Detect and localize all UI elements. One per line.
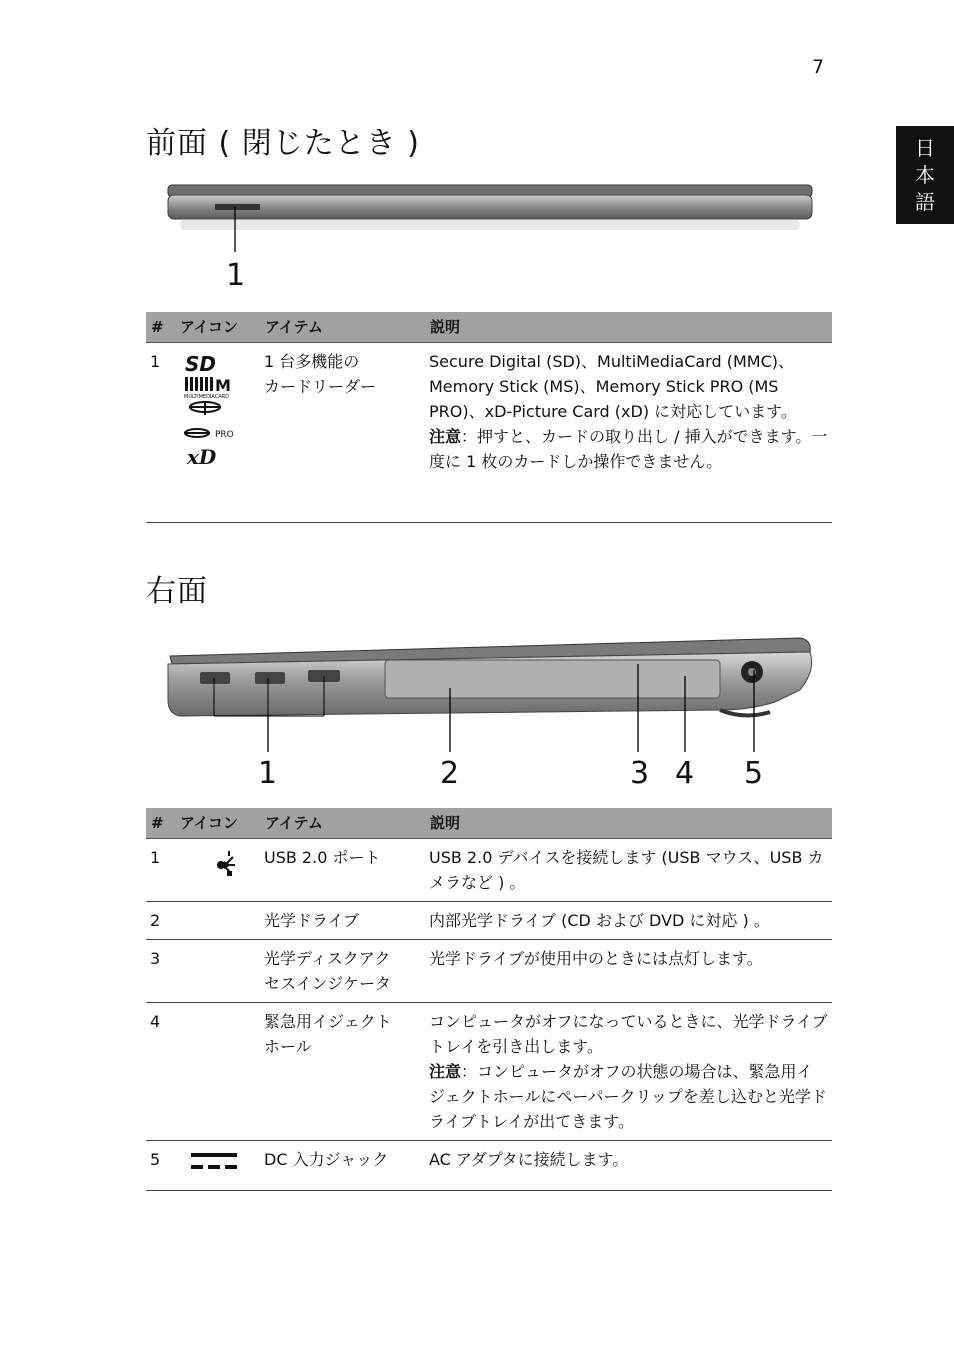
svg-text:PRO: PRO <box>215 430 234 440</box>
note-label: 注意 <box>429 427 462 446</box>
row-number: 4 <box>146 1003 175 1141</box>
row-item-line: セスインジケータ <box>264 974 391 993</box>
header-description: 説明 <box>425 808 832 839</box>
row-item-line: 緊急用イジェクト <box>264 1012 392 1031</box>
row-description: USB 2.0 デバイスを接続します (USB マウス、USB カメラなど ) 。 <box>425 839 832 902</box>
xd-logo-icon: xD <box>187 445 217 469</box>
front-callout-1: 1 <box>226 258 246 293</box>
front-section-title: 前面 ( 閉じたとき ) <box>146 126 421 161</box>
row-description <box>425 1003 832 1141</box>
language-tab <box>896 126 954 224</box>
optical-drive-tray <box>385 660 720 698</box>
row-item-line: 光学ドライブ <box>264 911 360 930</box>
sd-logo-icon: SD <box>185 352 217 376</box>
row-number: 2 <box>146 902 175 940</box>
row-description <box>425 343 832 523</box>
row-item <box>260 902 425 940</box>
table-row <box>146 1003 832 1141</box>
table-row <box>146 902 832 940</box>
row-item <box>260 1003 425 1141</box>
svg-text:M: M <box>215 376 231 395</box>
row-description-text: Secure Digital (SD)、MultiMediaCard (MMC)、Memory Stick (MS)、Memory Stick PRO (MS PRO)、xD-Picture Card (xD) に対応しています。 <box>429 352 797 421</box>
note-text: ：押すと、カードの取り出し / 挿入ができます。一度に 1 枚のカードしか操作できません。 <box>429 427 828 471</box>
right-callout-5: 5 <box>744 756 764 791</box>
front-spec-table <box>146 312 832 523</box>
usb-icon-svg <box>179 845 239 877</box>
row-number: 1 <box>146 839 175 902</box>
table-header-row <box>146 808 832 839</box>
row-description-text: コンピュータがオフになっているときに、光学ドライブトレイを引き出します。 <box>429 1012 828 1056</box>
header-number: # <box>146 312 175 343</box>
row-item-line: ホール <box>264 1037 312 1056</box>
row-item-line: カードリーダー <box>264 377 377 396</box>
card-reader-logos-icon <box>175 343 260 523</box>
row-item <box>260 940 425 1003</box>
memory-stick-logo-icon <box>189 401 221 415</box>
row-icon-empty <box>175 1003 260 1141</box>
language-tab-char: 本 <box>915 162 935 187</box>
row-item <box>260 343 425 523</box>
table-row <box>146 1141 832 1191</box>
right-section-title: 右面 <box>146 574 208 609</box>
row-item <box>260 839 425 902</box>
row-description: 光学ドライブが使用中のときには点灯します。 <box>425 940 832 1003</box>
laptop-front-illustration <box>160 180 820 260</box>
table-row <box>146 940 832 1003</box>
usb-port-2 <box>255 672 285 684</box>
row-description: AC アダプタに接続します。 <box>425 1141 832 1191</box>
row-item <box>260 1141 425 1191</box>
row-icon-empty <box>175 902 260 940</box>
right-callout-1: 1 <box>258 756 278 791</box>
row-number: 1 <box>146 343 175 523</box>
laptop-right-side-illustration <box>160 630 820 760</box>
svg-text:MULTIMEDIACARD: MULTIMEDIACARD <box>184 394 229 400</box>
table-header-row <box>146 312 832 343</box>
card-reader-logos-icon-svg <box>179 349 249 469</box>
table-row <box>146 343 832 523</box>
dc-jack-icon-svg <box>179 1147 239 1177</box>
header-item: アイテム <box>260 808 425 839</box>
right-callout-4: 4 <box>675 756 695 791</box>
page-number: 7 <box>812 56 825 78</box>
header-number: # <box>146 808 175 839</box>
row-item-line: 1 台多機能の <box>264 352 360 371</box>
right-spec-table <box>146 808 832 1191</box>
table-row <box>146 839 832 902</box>
memory-stick-pro-logo-icon <box>184 429 234 440</box>
row-number: 5 <box>146 1141 175 1191</box>
header-description: 説明 <box>425 312 832 343</box>
mmc-logo-icon <box>184 376 231 400</box>
header-item: アイテム <box>260 312 425 343</box>
row-number: 3 <box>146 940 175 1003</box>
right-callout-3: 3 <box>630 756 650 791</box>
row-description: 内部光学ドライブ (CD および DVD に対応 ) 。 <box>425 902 832 940</box>
header-icon: アイコン <box>175 312 260 343</box>
row-icon-empty <box>175 940 260 1003</box>
row-item-line: USB 2.0 ポート <box>264 848 381 867</box>
header-icon: アイコン <box>175 808 260 839</box>
row-item-line: DC 入力ジャック <box>264 1150 389 1169</box>
row-item-line: 光学ディスクアク <box>264 949 391 968</box>
usb-port-1 <box>200 672 230 684</box>
note-label: 注意 <box>429 1062 462 1081</box>
right-callout-2: 2 <box>440 756 460 791</box>
note-text: ：コンピュータがオフの状態の場合は、緊急用イジェクトホールにペーパークリップを差し込むと光学ドライブトレイが出てきます。 <box>429 1062 827 1131</box>
language-tab-char: 日 <box>915 135 935 160</box>
usb-icon <box>175 839 260 902</box>
language-tab-char: 語 <box>915 189 935 214</box>
dc-jack-icon <box>175 1141 260 1191</box>
